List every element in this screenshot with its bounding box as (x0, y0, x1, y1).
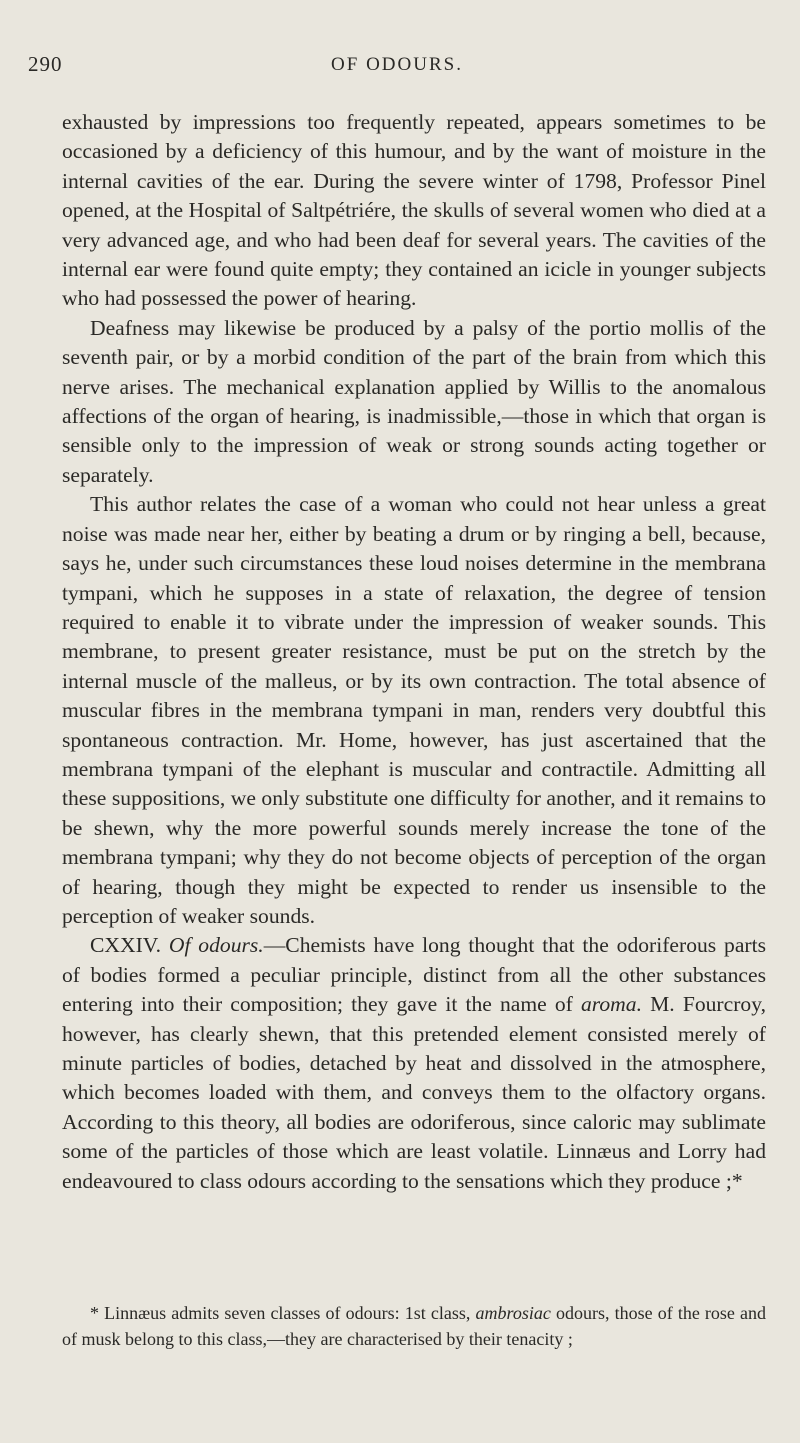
running-title: OF ODOURS. (331, 54, 463, 75)
page-number: 290 (28, 52, 63, 76)
footnote-term: ambrosiac (475, 1303, 551, 1323)
paragraph-1: exhausted by impressions too frequently repeated, appears sometimes to be occasioned by a deficiency of this humour, and by the want of moisture in the internal cavities of the ear. During the severe winter of 1798, Professor Pinel opened, at the Hospital of Saltpétriére, the skulls of several women who died at a very advanced age, and who had been deaf for several years. The cavities of the internal ear were found quite empty; they contained an icicle in younger subjects who had possessed the power of hearing. (62, 110, 766, 311)
paragraph-4-text-cont: M. Fourcroy, however, has clearly shewn, that this pretended element consisted merely of minute particles of bodies, detached by heat and dissolved in the atmosphere, which becomes loaded with them, and conveys them to the olfactory organs. According to this theory, all bodies are odoriferous, since caloric may sublimate some of the particles of those which are least volatile. Linnæus and Lorry had endeavoured to class odours according to the sensations which they produce ;* (62, 992, 766, 1193)
section-title: Of odours. (168, 933, 264, 958)
section-number: CXXIV. (90, 933, 161, 958)
body-text (62, 108, 766, 1196)
footnote-text (62, 1300, 766, 1352)
paragraph-3: This author relates the case of a woman who could not hear unless a great noise was made near her, either by beating a drum or by ringing a bell, because, says he, under such circumstances these loud noises determine in the membrana tympani, which he supposes in a state of relaxation, the degree of tension required to enable it to vibrate under the impression of weaker sounds. This membrane, to present greater resistance, must be put on the stretch by the internal muscle of the malleus, or by its own contraction. The total absence of muscular fibres in the membrana tympani in man, renders very doubtful this spontaneous contraction. Mr. Home, however, has just ascertained that the membrana tympani of the elephant is muscular and contractile. Admitting all these suppositions, we only substitute one difficulty for another, and it remains to be shewn, why the more powerful sounds merely increase the tone of the membrana tympani; why they do not become objects of perception of the organ of hearing, though they might be expected to render us insensible to the perception of weaker sounds. (62, 492, 766, 928)
footnote (62, 1300, 766, 1352)
footnote-part-1: * Linnæus admits seven classes of odours: 1st class, (90, 1303, 471, 1323)
paragraph-2: Deafness may likewise be produced by a palsy of the portio mollis of the seventh pair, or by a morbid condition of the part of the brain from which this nerve arises. The mechanical explanation applied by Willis to the anomalous affections of the organ of hearing, is inadmissible,—those in which that organ is sensible only to the impression of weak or strong sounds acting together or separately. (62, 315, 766, 487)
paragraph-4 (62, 931, 766, 1196)
running-head (28, 52, 766, 80)
footnote-part-2: odours, those of the rose and of musk belong to this class,—they are characterised by their tenacity ; (62, 1303, 767, 1349)
paragraph-4-text: —Chemists have long thought that the odoriferous parts of bodies formed a peculiar principle, distinct from all the other substances entering into their composition; they gave it the name of (62, 933, 767, 1017)
aroma-term: aroma. (580, 992, 642, 1017)
